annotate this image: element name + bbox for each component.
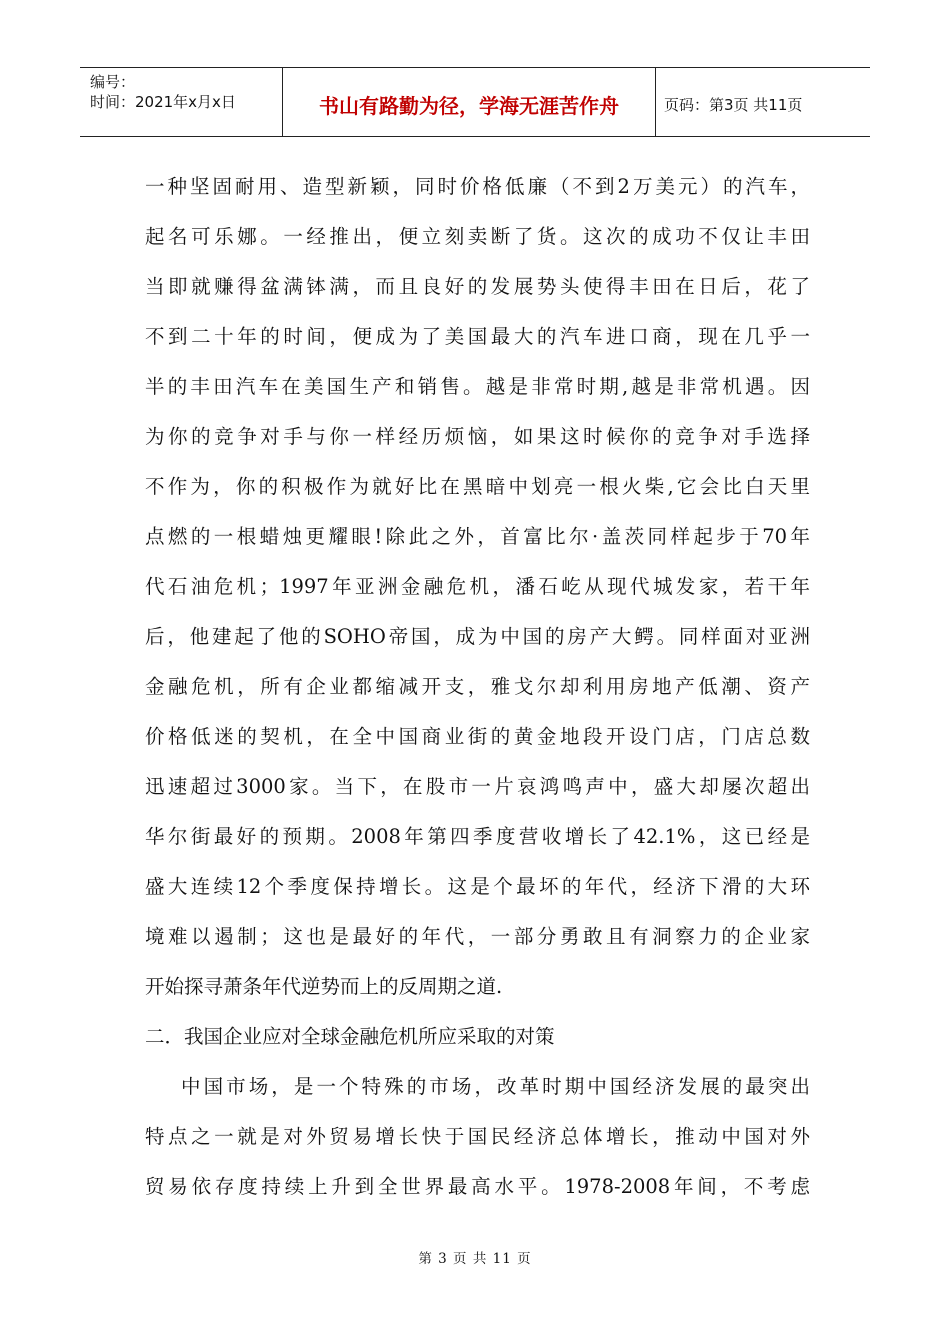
text-line: 一种坚固耐用、造型新颖，同时价格低廉（不到2万美元）的汽车， [145,175,810,198]
text-line: 点燃的一根蜡烛更耀眼!除此之外，首富比尔·盖茨同样起步于70年 [145,525,810,548]
text-line: 迅速超过3000家。当下，在股市一片哀鸿鸣声中，盛大却屡次超出 [145,775,810,798]
text-line: 二．我国企业应对全球金融危机所应采取的对策 [145,1025,555,1048]
text-line: 为你的竞争对手与你一样经历烦恼，如果这时候你的竞争对手选择 [145,425,810,448]
text-line: 金融危机，所有企业都缩减开支，雅戈尔却利用房地产低潮、资产 [145,675,810,698]
text-line: 当即就赚得盆满钵满，而且良好的发展势头使得丰田在日后，花了 [145,275,810,298]
text-line: 特点之一就是对外贸易增长快于国民经济总体增长，推动中国对外 [145,1125,810,1148]
text-line: 半的丰田汽车在美国生产和销售。越是非常时期,越是非常机遇。因 [145,375,810,398]
text-line: 不到二十年的时间，便成为了美国最大的汽车进口商，现在几乎一 [145,325,810,348]
header-motto: 书山有路勤为径，学海无涯苦作舟 [283,68,656,136]
text-line: 价格低迷的契机，在全中国商业街的黄金地段开设门店，门店总数 [145,725,810,748]
text-line: 华尔街最好的预期。2008年第四季度营收增长了42.1%，这已经是 [145,825,810,848]
code-label: 编号： [90,73,136,91]
page-header [80,67,870,137]
text-line: 不作为，你的积极作为就好比在黑暗中划亮一根火柴,它会比白天里 [145,475,810,498]
text-line: 后，他建起了他的SOHO帝国，成为中国的房产大鳄。同样面对亚洲 [145,625,810,648]
text-line: 代石油危机；1997年亚洲金融危机，潘石屹从现代城发家，若干年 [145,575,810,598]
text-line: 盛大连续12个季度保持增长。这是个最坏的年代，经济下滑的大环 [145,875,810,898]
text-line: 境难以遏制；这也是最好的年代，一部分勇敢且有洞察力的企业家 [145,925,810,948]
header-page-info: 页码：第3页 共11页 [664,95,803,114]
date-label: 时间：2021年x月x日 [90,93,236,111]
text-line: 起名可乐娜。一经推出，便立刻卖断了货。这次的成功不仅让丰田 [145,225,810,248]
header-meta-cell [80,68,283,136]
text-line: 开始探寻萧条年代逆势而上的反周期之道. [145,975,503,998]
text-line: 中国市场，是一个特殊的市场，改革时期中国经济发展的最突出 [181,1075,810,1098]
text-line: 贸易依存度持续上升到全世界最高水平。1978-2008年间，不考虑 [145,1175,810,1198]
document-body [145,162,810,1212]
page-footer: 第 3 页 共 11 页 [418,1251,532,1267]
